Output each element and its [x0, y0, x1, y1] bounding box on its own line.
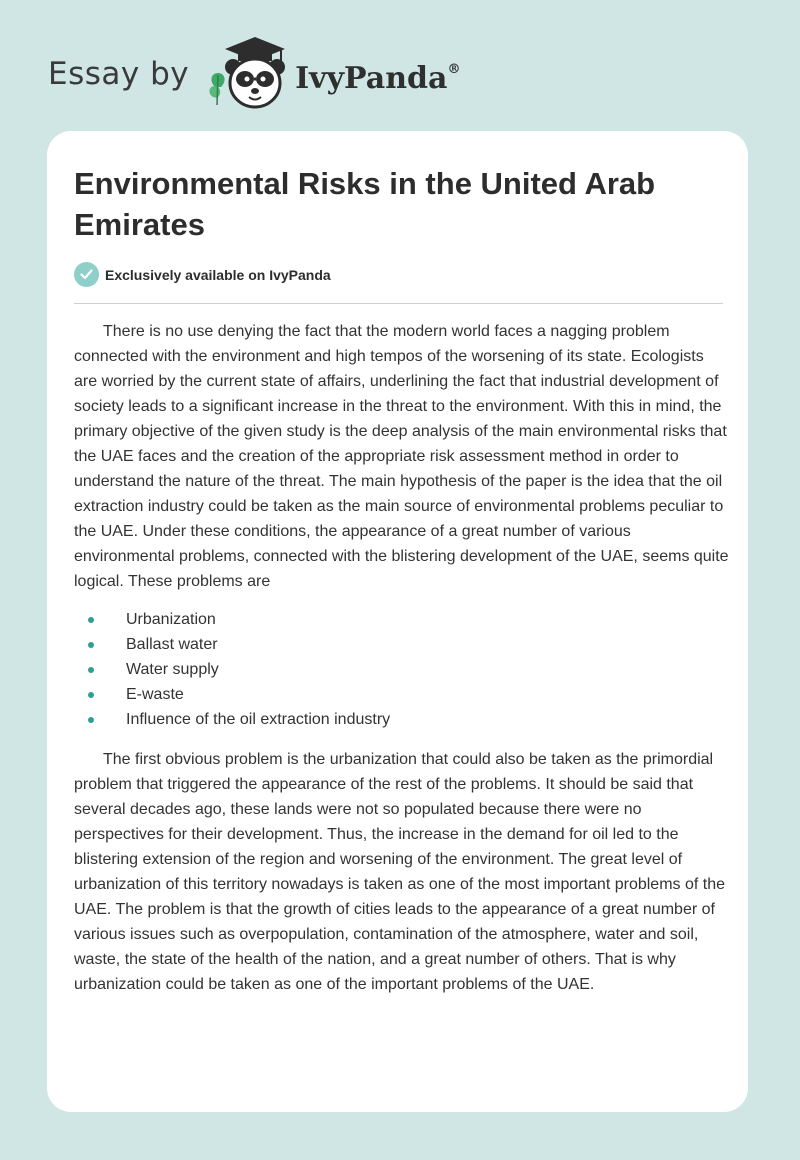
check-circle-icon [74, 262, 99, 287]
problems-list [74, 607, 729, 732]
list-item: Urbanization [74, 607, 729, 632]
site-header [48, 34, 460, 114]
bullet-icon [88, 642, 94, 648]
list-item: Influence of the oil extraction industry [74, 707, 729, 732]
badge-label: Exclusively available on IvyPanda [105, 266, 331, 283]
article-title: Environmental Risks in the United Arab Emirates [74, 166, 656, 242]
list-item: Water supply [74, 657, 729, 682]
registered-mark: ® [447, 61, 461, 77]
list-item: Ballast water [74, 632, 729, 657]
exclusive-badge [74, 262, 331, 287]
body-paragraph: The first obvious problem is the urbanization that could also be taken as the primordial problem that triggered the appearance of the rest of the problems. It should be said that several decades ago, these lands were not so populated because there were no perspectives for their development. Thus, the increase in the demand for oil led to the blistering extension of the region and worsening of the environment. The great level of urbanization of this territory nowadays is taken as one of the most important problems of the UAE. The problem is that the growth of cities leads to the appearance of a great number of various issues such as overpopulation, contamination of the atmosphere, water and soil, waste, the state of the health of the nation, and a great number of others. That is why urbanization could be taken as one of the important problems of the UAE. [74, 751, 725, 993]
article-body [74, 319, 729, 997]
intro-paragraph: There is no use denying the fact that the modern world faces a nagging problem connected with the environment and high tempos of the worsening of its state. Ecologists are worried by the current state of affairs, underlining the fact that industrial development of society leads to a significant increase in the threat to the environment. With this in mind, the primary objective of the given study is the deep analysis of the main environmental risks that the UAE faces and the creation of the appropriate risk assessment method in order to understand the nature of the threat. The main hypothesis of the paper is the idea that the oil extraction industry could be taken as the main source of environmental problems peculiar to the UAE. Under these conditions, the appearance of a great number of various environmental problems, connected with the blistering development of the UAE, seems quite logical. These problems are [74, 323, 729, 590]
bullet-icon [88, 617, 94, 623]
panda-logo-icon[interactable] [205, 35, 291, 113]
bullet-icon [88, 717, 94, 723]
divider [74, 303, 723, 304]
bullet-icon [88, 692, 94, 698]
list-item: E-waste [74, 682, 729, 707]
bullet-icon [88, 667, 94, 673]
essay-by-label: Essay by [48, 56, 190, 92]
article-card [47, 131, 748, 1112]
brand-name[interactable]: IvyPanda® [295, 60, 461, 96]
ivy-leaf-icon [209, 73, 224, 105]
